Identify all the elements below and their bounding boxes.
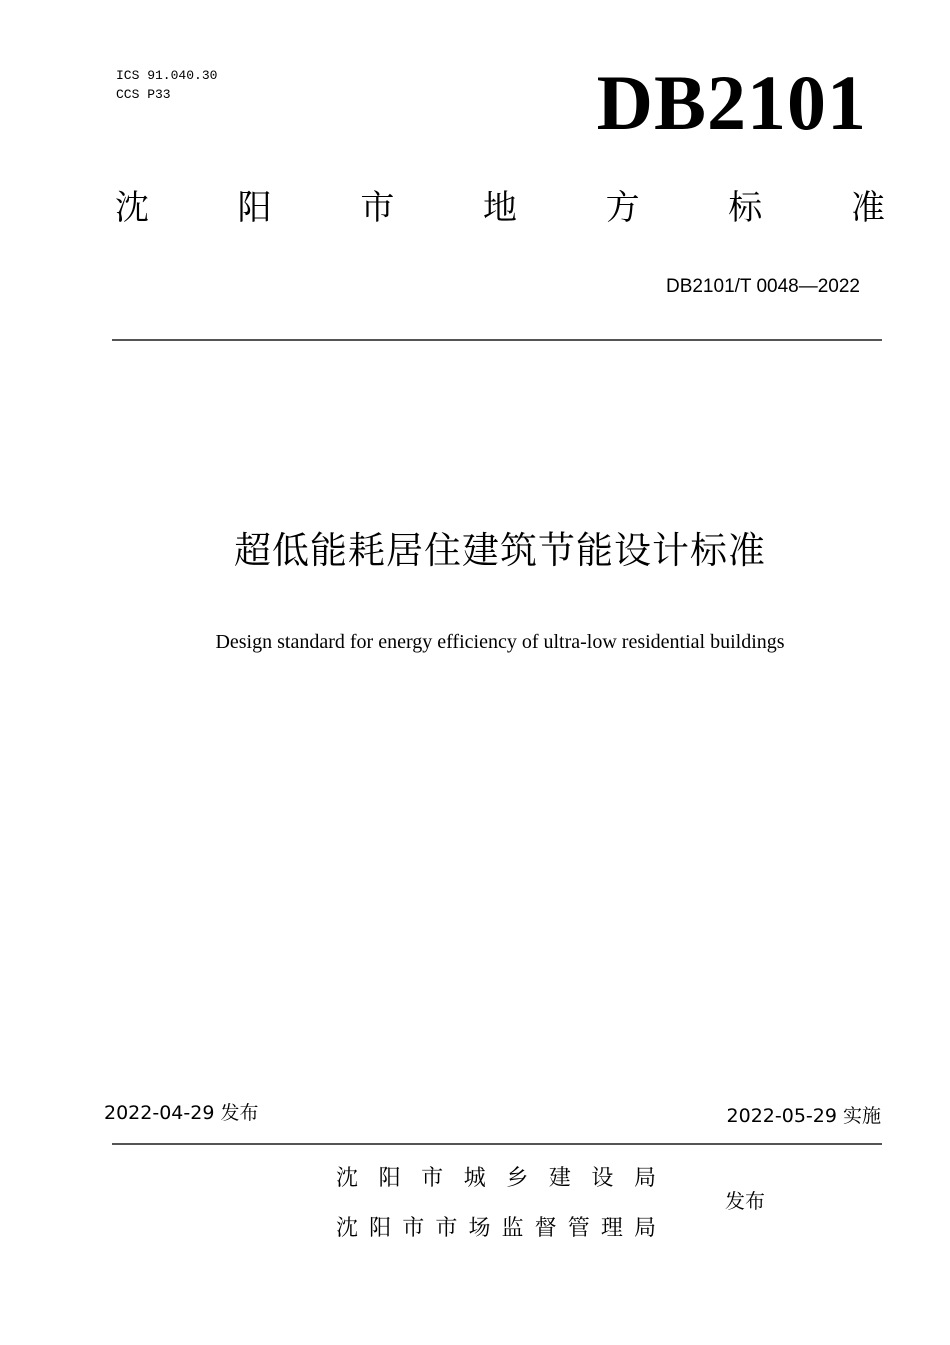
issuer-char: 阳 <box>369 1216 392 1241</box>
standard-type-name <box>115 185 885 231</box>
document-title-chinese: 超低能耗居住建筑节能设计标准 <box>234 529 766 572</box>
ccs-code: CCS P33 <box>116 87 171 102</box>
standard-name-char: 标 <box>728 188 763 228</box>
issuer-char: 城 <box>463 1166 486 1191</box>
standard-name-char: 沈 <box>115 188 149 228</box>
standard-name-char: 地 <box>482 188 517 228</box>
issuer-char: 督 <box>534 1216 557 1241</box>
issuer-char: 建 <box>548 1166 571 1191</box>
standard-name-char: 准 <box>850 188 885 228</box>
issue-date: 2022-04-29 发布 <box>104 1102 259 1124</box>
issuer-line-2 <box>336 1213 656 1245</box>
issuer-char: 局 <box>633 1216 656 1241</box>
issuer-char: 沈 <box>336 1216 359 1241</box>
issuer-char: 设 <box>591 1166 614 1191</box>
issuer-line-1 <box>336 1163 656 1195</box>
issuer-char: 管 <box>567 1216 590 1241</box>
issuer-char: 市 <box>421 1166 444 1191</box>
issuer-char: 沈 <box>336 1166 359 1191</box>
issuer-char: 场 <box>468 1216 491 1241</box>
ics-code: ICS 91.040.30 <box>116 68 218 83</box>
issuer-char: 阳 <box>378 1166 401 1191</box>
issuer-char: 局 <box>633 1166 656 1191</box>
standard-name-char: 阳 <box>237 188 272 228</box>
issuer-char: 乡 <box>506 1166 529 1191</box>
issuer-char: 市 <box>402 1216 425 1241</box>
effective-date: 2022-05-29 实施 <box>726 1105 881 1127</box>
issuer-char: 监 <box>501 1216 524 1241</box>
standard-number: DB2101/T 0048—2022 <box>665 276 860 297</box>
issuer-char: 理 <box>600 1216 623 1241</box>
standard-name-char: 市 <box>360 188 395 228</box>
document-title-english: Design standard for energy efficiency of ultra-low residential buildings <box>215 631 785 653</box>
top-divider <box>112 339 882 341</box>
standard-name-char: 方 <box>605 188 640 228</box>
publish-label: 发布 <box>725 1189 765 1213</box>
standard-code: DB2101 <box>596 59 867 146</box>
issuer-char: 市 <box>435 1216 458 1241</box>
bottom-divider <box>112 1143 882 1145</box>
classification-codes <box>116 66 217 104</box>
